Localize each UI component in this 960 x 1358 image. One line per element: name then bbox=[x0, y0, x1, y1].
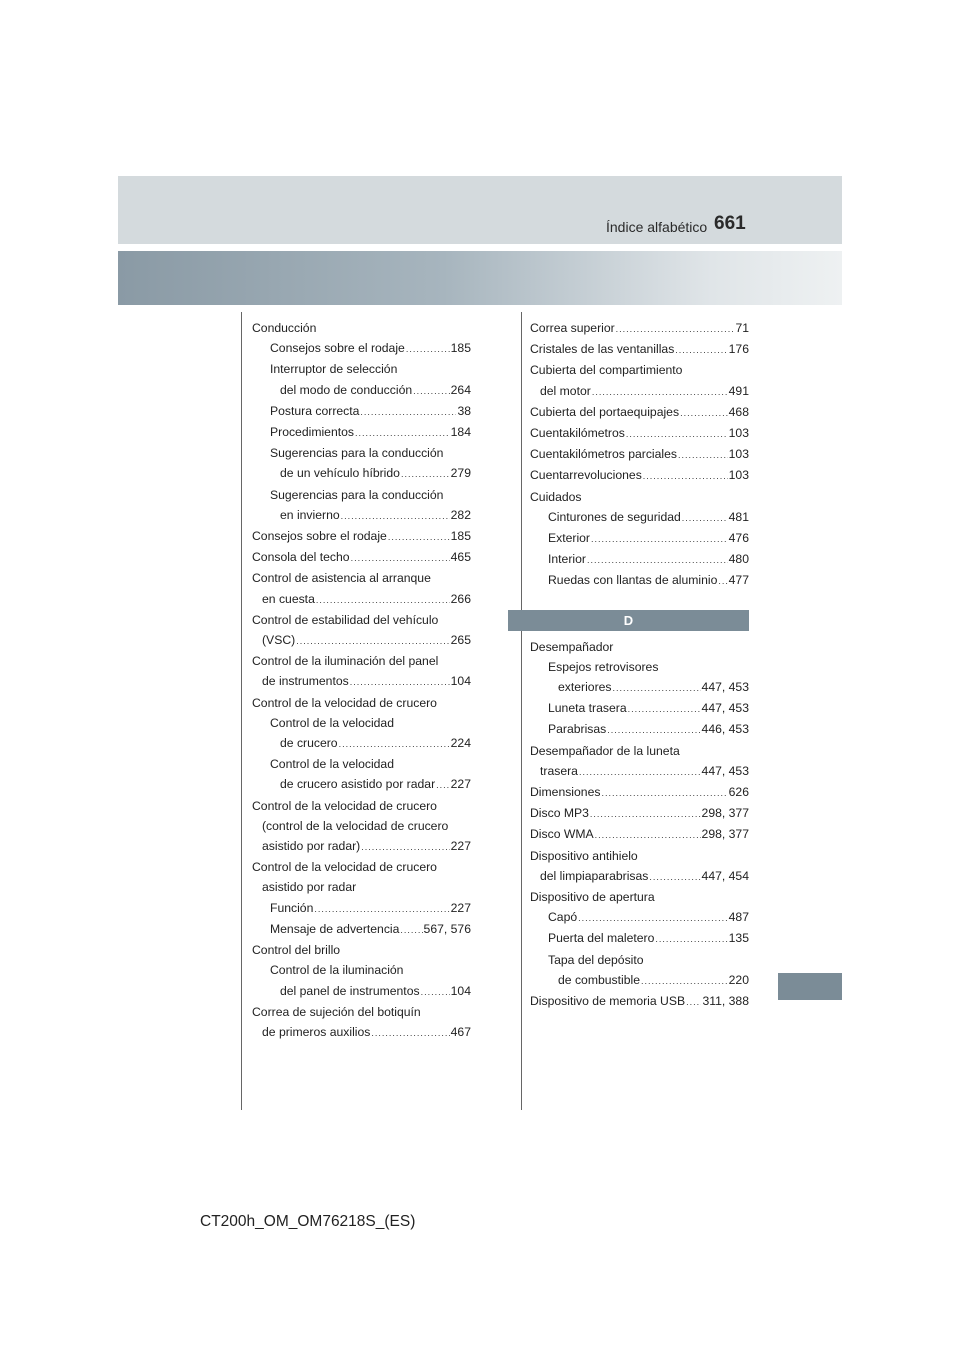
index-entry bbox=[530, 846, 749, 866]
leader-dots bbox=[578, 908, 728, 928]
index-entry bbox=[252, 693, 471, 713]
entry-text: de instrumentos bbox=[262, 674, 349, 689]
entry-page-ref[interactable]: 227 bbox=[450, 900, 471, 915]
entry-page-ref[interactable]: 103 bbox=[728, 447, 749, 462]
index-entry bbox=[252, 443, 471, 463]
index-entry bbox=[530, 741, 749, 761]
index-entry bbox=[252, 1022, 471, 1043]
entry-page-ref[interactable]: 38 bbox=[457, 403, 471, 418]
leader-dots bbox=[400, 920, 422, 940]
entry-text: Cuidados bbox=[530, 489, 582, 504]
entry-text: Tapa del depósito bbox=[548, 952, 644, 967]
leader-dots bbox=[616, 319, 735, 339]
index-entry bbox=[530, 423, 749, 444]
index-entry bbox=[530, 570, 749, 591]
index-entry bbox=[252, 422, 471, 443]
leader-dots bbox=[355, 423, 450, 443]
index-entry bbox=[252, 610, 471, 630]
index-entry bbox=[252, 1002, 471, 1022]
letter-section-header: D bbox=[508, 610, 749, 631]
index-entry bbox=[252, 338, 471, 359]
leader-dots bbox=[591, 529, 728, 549]
entry-page-ref[interactable]: 185 bbox=[450, 529, 471, 544]
leader-dots bbox=[613, 678, 701, 698]
entry-page-ref[interactable]: 447, 453 bbox=[701, 680, 749, 695]
index-entry bbox=[252, 774, 471, 795]
index-entry bbox=[252, 485, 471, 505]
title-gradient-bar bbox=[118, 251, 842, 305]
index-entry bbox=[530, 719, 749, 740]
index-entry bbox=[530, 339, 749, 360]
entry-text: Control de estabilidad del vehículo bbox=[252, 612, 439, 627]
entry-page-ref[interactable]: 103 bbox=[728, 468, 749, 483]
entry-text: Cuentakilómetros parciales bbox=[530, 447, 677, 462]
entry-text: Consejos sobre el rodaje bbox=[252, 529, 387, 544]
leader-dots bbox=[607, 720, 700, 740]
leader-dots bbox=[680, 403, 728, 423]
index-entry bbox=[530, 549, 749, 570]
index-entry bbox=[252, 919, 471, 940]
entry-text: de primeros auxilios bbox=[262, 1024, 371, 1039]
entry-text: Cubierta del compartimiento bbox=[530, 363, 683, 378]
index-entry bbox=[530, 360, 749, 380]
index-entry bbox=[252, 733, 471, 754]
leader-dots bbox=[682, 508, 728, 528]
index-entry bbox=[530, 928, 749, 949]
entry-text: del modo de conducción bbox=[280, 382, 413, 397]
leader-dots bbox=[641, 971, 728, 991]
entry-page-ref[interactable]: 480 bbox=[728, 552, 749, 567]
entry-page-ref[interactable]: 447, 454 bbox=[701, 868, 749, 883]
index-entry bbox=[530, 803, 749, 824]
entry-page-ref[interactable]: 467 bbox=[450, 1024, 471, 1039]
entry-page-ref[interactable]: 465 bbox=[450, 550, 471, 565]
index-entry bbox=[252, 796, 471, 816]
document-code: CT200h_OM_OM76218S_(ES) bbox=[200, 1213, 416, 1230]
entry-text: Luneta trasera bbox=[548, 701, 627, 716]
leader-dots bbox=[339, 734, 450, 754]
entry-text: Dispositivo de apertura bbox=[530, 890, 655, 905]
page-number: 661 bbox=[714, 213, 746, 234]
leader-dots bbox=[436, 775, 450, 795]
entry-page-ref[interactable]: 626 bbox=[728, 785, 749, 800]
entry-text: Capó bbox=[548, 910, 578, 925]
entry-page-ref[interactable]: 184 bbox=[450, 425, 471, 440]
entry-page-ref[interactable]: 468 bbox=[728, 404, 749, 419]
entry-text: en invierno bbox=[280, 507, 340, 522]
entry-text: (VSC) bbox=[262, 633, 296, 648]
entry-text: del panel de instrumentos bbox=[280, 983, 420, 998]
entry-text: de crucero bbox=[280, 736, 338, 751]
entry-text: Postura correcta bbox=[270, 403, 360, 418]
entry-text: (control de la velocidad de crucero bbox=[262, 818, 449, 833]
index-column-right bbox=[530, 318, 749, 1012]
leader-dots bbox=[675, 340, 727, 360]
leader-dots bbox=[579, 762, 701, 782]
entry-text: Conducción bbox=[252, 321, 317, 335]
entry-page-ref[interactable]: 282 bbox=[450, 507, 471, 522]
entry-text: Control del brillo bbox=[252, 943, 341, 958]
entry-page-ref[interactable]: 447, 453 bbox=[701, 701, 749, 716]
index-entry bbox=[530, 782, 749, 803]
entry-page-ref[interactable]: 104 bbox=[450, 674, 471, 689]
index-entry bbox=[252, 816, 471, 836]
index-entry bbox=[252, 836, 471, 857]
leader-dots bbox=[678, 445, 728, 465]
entry-text: Puerta del maletero bbox=[548, 931, 655, 946]
index-entry bbox=[530, 465, 749, 486]
entry-page-ref[interactable]: 447, 453 bbox=[701, 763, 749, 778]
entry-page-ref[interactable]: 176 bbox=[728, 342, 749, 357]
leader-dots bbox=[341, 506, 450, 526]
index-entry bbox=[530, 950, 749, 970]
entry-text: Control de asistencia al arranque bbox=[252, 571, 431, 586]
index-entry bbox=[252, 651, 471, 671]
entry-page-ref[interactable]: 185 bbox=[450, 341, 471, 356]
entry-text: Dimensiones bbox=[530, 785, 601, 800]
entry-text: asistido por radar bbox=[262, 880, 357, 895]
entry-page-ref[interactable]: 487 bbox=[728, 910, 749, 925]
entry-page-ref[interactable]: 476 bbox=[728, 531, 749, 546]
index-entry bbox=[252, 754, 471, 774]
leader-dots bbox=[626, 424, 728, 444]
index-entry bbox=[252, 960, 471, 980]
entry-text: asistido por radar) bbox=[262, 839, 361, 854]
entry-text: Sugerencias para la conducción bbox=[270, 487, 444, 502]
entry-text: Consejos sobre el rodaje bbox=[270, 341, 405, 356]
index-entry bbox=[530, 318, 749, 339]
column-divider-right bbox=[521, 312, 522, 1110]
leader-dots bbox=[718, 571, 727, 591]
entry-text: exteriores bbox=[558, 680, 612, 695]
entry-text: Desempañador de la luneta bbox=[530, 743, 680, 758]
entry-text: Control de la velocidad bbox=[270, 757, 394, 772]
entry-text: Dispositivo de memoria USB bbox=[530, 994, 686, 1009]
entry-page-ref[interactable]: 103 bbox=[728, 426, 749, 441]
leader-dots bbox=[360, 402, 456, 422]
entry-text: Control de la iluminación del panel bbox=[252, 654, 439, 669]
entry-text: Disco MP3 bbox=[530, 806, 589, 821]
leader-dots bbox=[350, 672, 450, 692]
index-entry bbox=[530, 698, 749, 719]
entry-text: Cuentakilómetros bbox=[530, 426, 625, 441]
index-entry bbox=[252, 568, 471, 588]
index-entry bbox=[530, 970, 749, 991]
leader-dots bbox=[413, 381, 450, 401]
index-entry bbox=[252, 589, 471, 610]
entry-text: Exterior bbox=[548, 531, 590, 546]
entry-page-ref[interactable]: 477 bbox=[728, 573, 749, 588]
entry-page-ref[interactable]: 446, 453 bbox=[701, 722, 749, 737]
index-entry bbox=[530, 887, 749, 907]
index-entry bbox=[530, 507, 749, 528]
entry-text: Desempañador bbox=[530, 639, 614, 654]
entry-text: Control de la velocidad de crucero bbox=[252, 798, 437, 813]
index-group-c bbox=[530, 318, 749, 592]
entry-page-ref[interactable]: 71 bbox=[735, 321, 749, 335]
thumb-index-tab bbox=[778, 973, 842, 1000]
section-title: Índice alfabético bbox=[606, 219, 708, 235]
entry-text: de un vehículo híbrido bbox=[280, 466, 400, 481]
entry-text: Cinturones de seguridad bbox=[548, 509, 681, 524]
entry-text: Control de la iluminación bbox=[270, 963, 404, 978]
entry-text: Espejos retrovisores bbox=[548, 659, 659, 674]
leader-dots bbox=[587, 550, 728, 570]
index-entry bbox=[252, 318, 471, 338]
entry-page-ref[interactable]: 104 bbox=[450, 983, 471, 998]
index-entry bbox=[530, 657, 749, 677]
leader-dots bbox=[655, 929, 727, 949]
leader-dots bbox=[406, 339, 450, 359]
entry-text: Interior bbox=[548, 552, 586, 567]
entry-text: Sugerencias para la conducción bbox=[270, 446, 444, 461]
index-column-left bbox=[252, 318, 471, 1043]
index-entry bbox=[252, 671, 471, 692]
leader-dots bbox=[592, 382, 728, 402]
entry-page-ref[interactable]: 220 bbox=[728, 972, 749, 987]
entry-text: Correa superior bbox=[530, 321, 615, 335]
entry-page-ref[interactable]: 298, 377 bbox=[701, 806, 749, 821]
index-entry bbox=[252, 713, 471, 733]
index-entry bbox=[252, 940, 471, 960]
leader-dots bbox=[316, 590, 450, 610]
leader-dots bbox=[649, 867, 700, 887]
leader-dots bbox=[361, 837, 449, 857]
leader-dots bbox=[296, 631, 449, 651]
entry-text: Disco WMA bbox=[530, 827, 594, 842]
entry-page-ref[interactable]: 224 bbox=[450, 736, 471, 751]
index-entry bbox=[530, 824, 749, 845]
index-entry bbox=[530, 381, 749, 402]
entry-page-ref[interactable]: 265 bbox=[450, 633, 471, 648]
entry-page-ref[interactable]: 227 bbox=[450, 839, 471, 854]
index-entry bbox=[530, 761, 749, 782]
index-entry bbox=[530, 528, 749, 549]
leader-dots bbox=[590, 804, 701, 824]
entry-page-ref[interactable]: 298, 377 bbox=[701, 827, 749, 842]
index-group-d bbox=[530, 637, 749, 1013]
leader-dots bbox=[421, 982, 450, 1002]
entry-text: en cuesta bbox=[262, 591, 315, 606]
entry-text: de combustible bbox=[558, 972, 640, 987]
index-entry bbox=[252, 359, 471, 379]
entry-page-ref[interactable]: 135 bbox=[728, 931, 749, 946]
leader-dots bbox=[628, 699, 701, 719]
index-entry bbox=[252, 526, 471, 547]
index-entry bbox=[252, 981, 471, 1002]
index-entry bbox=[252, 463, 471, 484]
entry-page-ref[interactable]: 491 bbox=[728, 383, 749, 398]
leader-dots bbox=[351, 548, 450, 568]
leader-dots bbox=[595, 825, 701, 845]
entry-text: Ruedas con llantas de aluminio bbox=[548, 573, 718, 588]
index-entry bbox=[530, 402, 749, 423]
leader-dots bbox=[643, 466, 728, 486]
index-entry bbox=[530, 637, 749, 657]
index-entry bbox=[252, 630, 471, 651]
entry-page-ref[interactable]: 227 bbox=[450, 777, 471, 792]
entry-text: Dispositivo antihielo bbox=[530, 848, 638, 863]
index-entry bbox=[530, 444, 749, 465]
entry-text: Cubierta del portaequipajes bbox=[530, 404, 680, 419]
entry-text: Consola del techo bbox=[252, 550, 350, 565]
entry-text: Cuentarrevoluciones bbox=[530, 468, 642, 483]
entry-page-ref[interactable]: 279 bbox=[450, 466, 471, 481]
entry-text: Control de la velocidad bbox=[270, 715, 394, 730]
leader-dots bbox=[388, 527, 450, 547]
index-entry bbox=[530, 677, 749, 698]
index-entry bbox=[252, 505, 471, 526]
leader-dots bbox=[371, 1023, 449, 1043]
index-entry bbox=[252, 898, 471, 919]
index-entry bbox=[530, 866, 749, 887]
index-entry bbox=[252, 380, 471, 401]
entry-text: Cristales de las ventanillas bbox=[530, 342, 675, 357]
entry-text: Mensaje de advertencia bbox=[270, 921, 400, 936]
index-entry bbox=[252, 401, 471, 422]
entry-text: Control de la velocidad de crucero bbox=[252, 860, 437, 875]
entry-text: trasera bbox=[540, 763, 578, 778]
entry-page-ref[interactable]: 481 bbox=[728, 509, 749, 524]
leader-dots bbox=[686, 992, 701, 1012]
index-entry bbox=[530, 487, 749, 507]
leader-dots bbox=[601, 783, 727, 803]
index-entry bbox=[530, 907, 749, 928]
leader-dots bbox=[314, 899, 449, 919]
index-entry bbox=[252, 547, 471, 568]
index-entry bbox=[530, 991, 749, 1012]
entry-page-ref[interactable]: 311, 388 bbox=[702, 994, 749, 1009]
entry-text: Correa de sujeción del botiquín bbox=[252, 1004, 421, 1019]
entry-text: Procedimientos bbox=[270, 425, 354, 440]
entry-page-ref[interactable]: 266 bbox=[450, 591, 471, 606]
entry-page-ref[interactable]: 567, 576 bbox=[423, 921, 471, 936]
entry-text: de crucero asistido por radar bbox=[280, 777, 436, 792]
column-divider-left bbox=[241, 312, 242, 1110]
entry-page-ref[interactable]: 264 bbox=[450, 382, 471, 397]
entry-text: del motor bbox=[540, 383, 591, 398]
entry-text: Control de la velocidad de crucero bbox=[252, 695, 437, 710]
entry-text: Parabrisas bbox=[548, 722, 607, 737]
index-entry bbox=[252, 857, 471, 877]
leader-dots bbox=[401, 464, 450, 484]
entry-text: del limpiaparabrisas bbox=[540, 868, 649, 883]
index-entry bbox=[252, 877, 471, 897]
entry-text: Función bbox=[270, 900, 314, 915]
entry-text: Interruptor de selección bbox=[270, 362, 398, 377]
